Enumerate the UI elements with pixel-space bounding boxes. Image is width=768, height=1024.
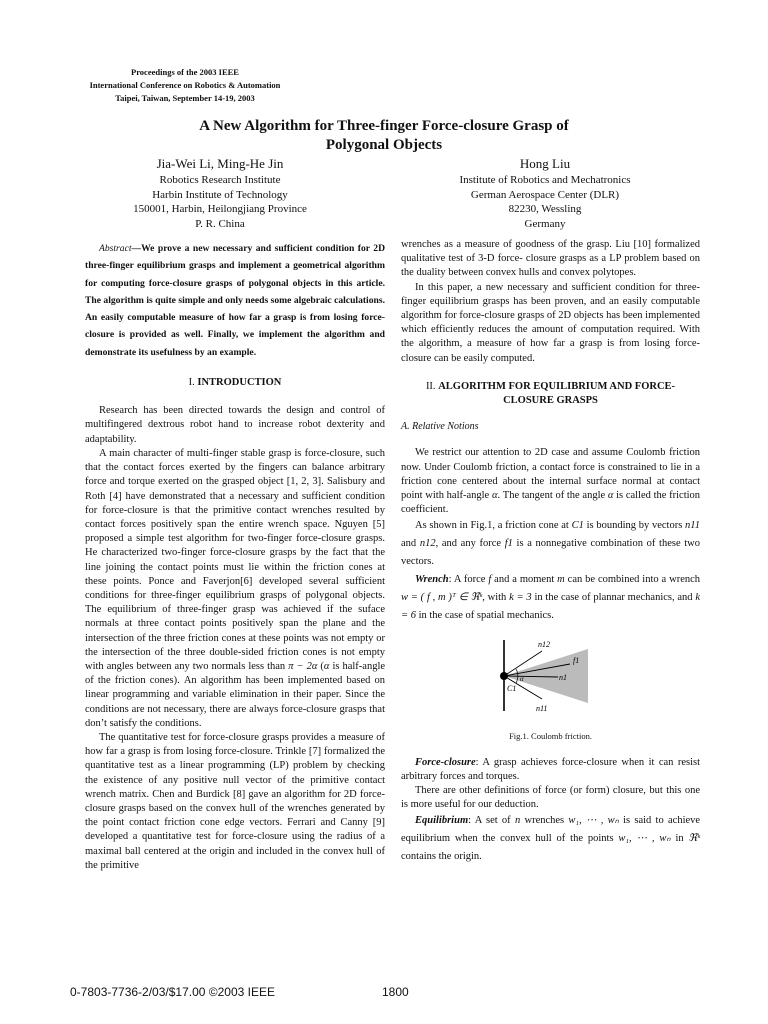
paragraph-text: : A grasp achieves force-closure when it can resist arbitrary forces and torques. <box>401 756 700 782</box>
paragraph-text: , with <box>482 592 507 604</box>
abstract-text: —We prove a new necessary and sufficient condition for 2D three-finger equilibrium grasps and implement a geometrical algorithm for computing force-closure grasps of polygonal objects in this article. The algorithm is quite simple and only needs some algebraic calculations. An easily computable measure of how far a grasp is from losing force-closure is provided as well. Finally, we implement the algorithm and demonstrate its usefulness by an example. <box>85 243 385 358</box>
math-n12: n12 <box>419 538 436 550</box>
right-column <box>401 238 700 866</box>
paragraph-text: , and any force <box>435 538 502 550</box>
term-equilibrium: Equilibrium <box>415 815 469 827</box>
proceedings-line: International Conference on Robotics & Automation <box>89 80 281 90</box>
paragraph <box>401 756 700 784</box>
label-f1: f1 <box>572 656 579 666</box>
affiliation-line: Germany <box>524 217 566 230</box>
author-block-right <box>420 156 670 231</box>
paragraph <box>85 447 385 731</box>
paragraph: There are other definitions of force (or form) closure, but this one is more useful for our deduction. <box>401 785 700 811</box>
section-heading-intro <box>85 376 385 390</box>
affiliation-line: P. R. China <box>195 217 245 230</box>
paragraph <box>401 446 700 517</box>
author-names: Jia-Wei Li, Ming-He Jin <box>156 156 284 171</box>
paragraph <box>401 517 700 571</box>
paragraph: wrenches as a measure of goodness of the grasp. Liu [10] formalized qualitative test of 3-D force- closure grasps as a LP problem based on the duality between convex hulls and convex polytopes. <box>401 239 700 279</box>
title-line: Polygonal Objects <box>325 137 443 153</box>
paragraph-text: and <box>401 538 417 550</box>
paragraph-text: contains the origin. <box>401 851 482 863</box>
abstract <box>85 240 385 361</box>
coulomb-friction-figure <box>486 639 616 729</box>
footer-isbn: 0-7803-7736-2/03/$17.00 ©2003 IEEE <box>70 985 275 999</box>
paragraph-text: in the case of plannar mechanics, and <box>534 592 693 604</box>
affiliation-line: Harbin Institute of Technology <box>152 188 288 201</box>
label-n1: n1 <box>558 673 567 683</box>
proceedings-line: Taipei, Taiwan, September 14-19, 2003 <box>115 93 255 103</box>
section-title: ALGORITHM FOR EQUILIBRIUM AND FORCE-CLOSURE GRASPS <box>438 380 676 407</box>
math-alpha: α <box>491 490 498 502</box>
paragraph-text: is a nonnegative combination of these two vectors. <box>401 538 701 568</box>
label-n12: n12 <box>537 640 550 650</box>
affiliation-line: 82230, Wessling <box>508 203 582 215</box>
paragraph-text: in the case of spatial mechanics. <box>418 610 554 622</box>
left-column <box>85 240 385 873</box>
subsection-heading: A. Relative Notions <box>401 421 479 433</box>
paren: ( <box>320 660 324 672</box>
label-alpha: α <box>519 675 524 684</box>
paragraph-text: : A force <box>448 574 486 586</box>
page-number: 1800 <box>382 985 409 999</box>
math-k3: k = 3 <box>509 592 532 604</box>
paragraph: The quantitative test for force-closure grasps provides a measure of how far a grasp is from losing force-closure. Trinkle [7] formalized the quantitative test as a linear programming (LP) problem by checking the existence of any positive null vector of the primitive contact wrench matrix. Chen and Burdick [8] gave an algorithm for 2D force-closure grasps based on the convex hull of the wrenches generated by the point contact friction cone edge vectors. Ferrari and Canny [9] developed a quantitative test for force-closure using the radius of a maximal ball centered at the origin and included in the convex hull of the primitive <box>85 731 385 871</box>
paragraph-text: can be combined into a wrench <box>567 574 701 586</box>
paragraph-text: As shown in Fig.1, a friction cone at <box>415 520 569 532</box>
math-pi-minus-2alpha: π − 2α <box>288 660 318 672</box>
paragraph-text: is half-angle of the friction cones). An algorithm has been implemented based on linear programming and variable elimination in their paper. Since the conditions are not necessary, there are always force-closure grasps that don’t satisfy the conditions. <box>85 660 386 729</box>
paragraph <box>401 571 700 625</box>
affiliation-line: Robotics Research Institute <box>159 174 281 186</box>
math-c1: C1 <box>571 520 584 532</box>
paragraph-text: is called the friction coefficient. <box>401 490 701 516</box>
proceedings-line: Proceedings of the 2003 IEEE <box>131 67 239 77</box>
paragraph-text: : A set of <box>468 815 511 827</box>
paragraph-text: We restrict our attention to 2D case and assume Coulomb friction now. Under Coulomb friction, a contact force is constrained to lie in a friction cone centered about the internal surface normal at contact point with half-angle <box>401 447 700 502</box>
math-k6: k = 6 <box>401 592 701 622</box>
paragraph-text: . The tangent of the angle <box>497 490 606 502</box>
paragraph-text: wrenches <box>524 815 565 827</box>
term-force-closure: Force-closure <box>415 756 476 768</box>
math-f: f <box>488 574 492 586</box>
title-line: A New Algorithm for Three-finger Force-closure Grasp of <box>199 118 569 134</box>
math-wrench-eq: w = ( f , m )ᵀ ∈ ℜᵏ <box>401 592 483 604</box>
paragraph-text: is said to achieve equilibrium when the convex hull of the points <box>401 815 701 845</box>
math-n11: n11 <box>685 520 700 532</box>
proceedings-header <box>60 66 310 105</box>
math-alpha: α <box>607 490 614 502</box>
paragraph: In this paper, a new necessary and sufficient condition for three-finger equilibrium grasps has been proven, and an easily computable algorithm for force-closure grasps of 2D objects has been implemented which efficiently reduces the amount of computation required. With the algorithm, a measure of how far a grasp is from losing force-closure can be easily computed. <box>401 281 700 364</box>
label-c1: C1 <box>506 684 516 694</box>
label-n11: n11 <box>535 704 547 714</box>
math-alpha: α <box>323 660 330 672</box>
paragraph: Research has been directed towards the design and control of multifingered dextrous robot hand to increase robot dexterity and adaptability. <box>85 405 385 445</box>
paragraph-text: A main character of multi-finger stable grasp is force-closure, such that the contact forces exerted by the fingers can balance arbitrary force and torque exerted on the grasped object [1, 2, 3]. Salisbury and Roth [4] have demonstrated that a necessary and sufficient condition for force-closure is that the primitive contact wrenches resulted by contact forces positively span the entire wrench space. Nguyen [5] proposed a simple test algorithm for two-finger force-closure grasps. He characterized two-finger force-closure grasps by the fact that the line joining the contact points must lie within the friction cones at these points. Ponce and Faverjon[6] developed several sufficient conditions for three-finger equilibrium grasps of polygonal objects. The equilibrium of three-finger grasp was achieved if the suface normals at three contact points positively span the plane and the intersection of the three friction cones at these points was not empty or the intersection of the three double-sided friction cones is not empty with angles between any two normals less than <box>85 447 385 672</box>
figure-caption: Fig.1. Coulomb friction. <box>509 731 592 742</box>
paragraph-text: is bounding by vectors <box>586 520 683 532</box>
paragraph <box>401 812 700 866</box>
author-names: Hong Liu <box>519 156 571 171</box>
math-w-list: w₁, ⋯ , wₙ <box>568 815 619 827</box>
math-w-list: w₁, ⋯ , wₙ <box>618 833 671 845</box>
contact-point <box>500 672 508 680</box>
section-title: INTRODUCTION <box>197 377 282 389</box>
section-number: I. <box>188 377 195 389</box>
term-wrench: Wrench <box>415 574 449 586</box>
affiliation-line: 150001, Harbin, Heilongjiang Province <box>133 203 307 215</box>
affiliation-line: German Aerospace Center (DLR) <box>470 188 620 201</box>
author-block-left <box>100 156 340 231</box>
paragraph-text: in <box>675 833 684 845</box>
abstract-label: Abstract <box>99 243 132 254</box>
paper-title <box>100 117 668 155</box>
paragraph-text: and a moment <box>494 574 555 586</box>
math-n: n <box>514 815 521 827</box>
math-f1: f1 <box>504 538 513 550</box>
section-number: II. <box>425 380 436 392</box>
math-m: m <box>557 574 565 586</box>
section-heading-2 <box>401 380 700 408</box>
math-rk: ℜᵏ <box>688 833 701 845</box>
affiliation-line: Institute of Robotics and Mechatronics <box>459 174 631 186</box>
